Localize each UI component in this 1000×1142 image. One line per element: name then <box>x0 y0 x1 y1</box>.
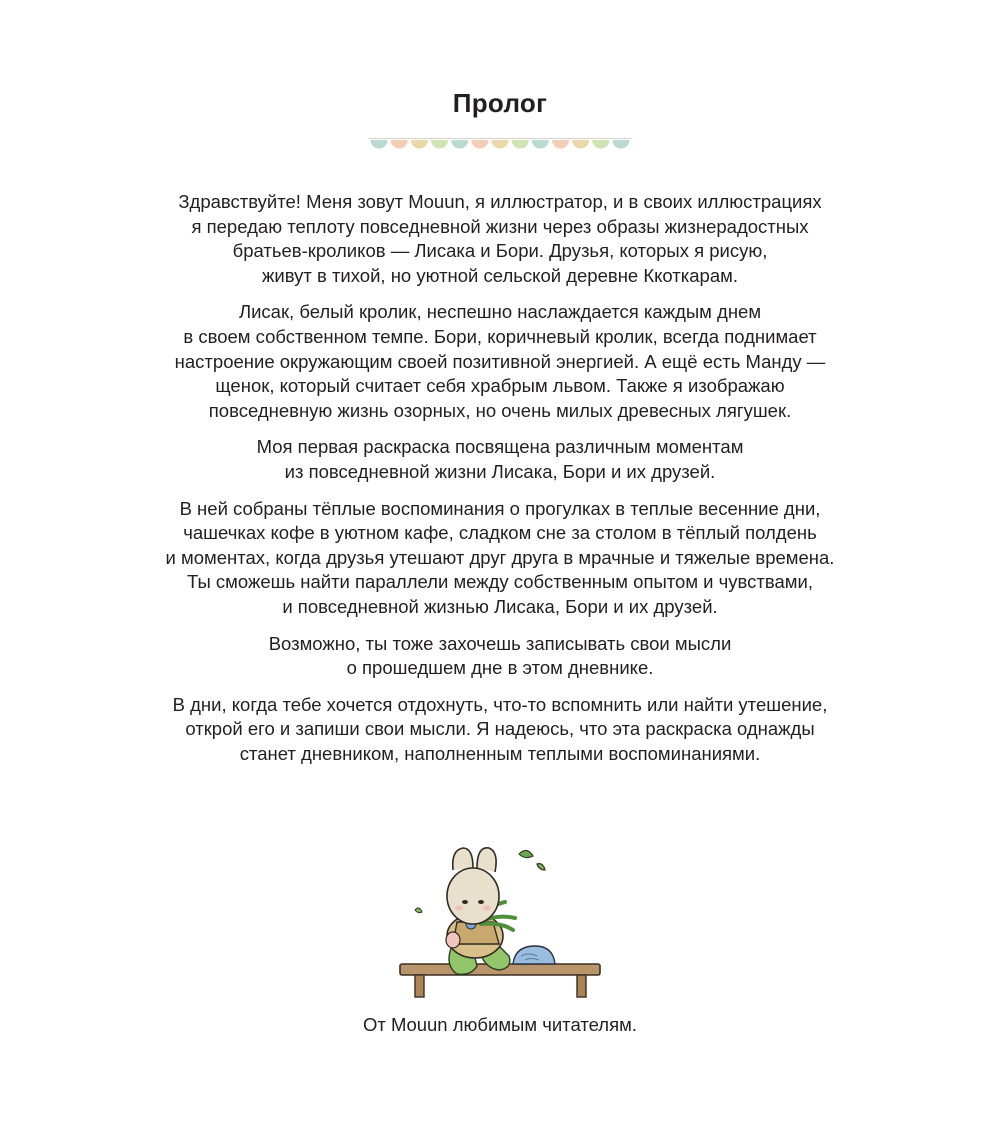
scallop <box>572 140 589 149</box>
text-line: станет дневником, наполненным теплыми воспоминаниями. <box>239 742 761 764</box>
text-line: я передаю теплоту повседневной жизни через образы жизнерадостных <box>191 215 809 237</box>
scallop <box>431 140 448 149</box>
paragraph <box>100 632 900 681</box>
bunny-blush <box>455 906 463 911</box>
scallop <box>552 140 569 149</box>
scallop <box>411 140 428 149</box>
scallop <box>451 140 468 149</box>
text-line: из повседневной жизни Лисака, Бори и их друзей. <box>284 460 716 482</box>
text-line: чашечках кофе в уютном кафе, сладком сне за столом в тёплый полдень <box>183 522 817 544</box>
paragraph <box>100 190 900 288</box>
text-line: братьев-кроликов — Лисака и Бори. Друзья, которых я рисую, <box>232 240 768 262</box>
bunny-on-bench-illustration <box>395 840 605 1005</box>
text-line: в своем собственном темпе. Бори, коричневый кролик, всегда поднимает <box>183 325 817 347</box>
text-line: Лисак, белый кролик, неспешно наслаждается каждым днем <box>238 301 762 323</box>
text-line: настроение окружающим своей позитивной энергией. А ещё есть Манду — <box>174 350 826 372</box>
scallop <box>612 140 629 149</box>
paragraph <box>100 497 900 620</box>
text-line: В дни, когда тебе хочется отдохнуть, что-то вспомнить или найти утешение, <box>172 693 828 715</box>
text-line: живут в тихой, но уютной сельской деревне Ккоткарам. <box>262 264 738 286</box>
ornament-scallops <box>371 140 630 149</box>
scallop <box>532 140 549 149</box>
paragraph <box>100 300 900 423</box>
leaf-icon <box>537 864 545 870</box>
text-line: Моя первая раскраска посвящена различным моментам <box>256 436 744 458</box>
text-line: В ней собраны тёплые воспоминания о прогулках в теплые весенние дни, <box>179 497 821 519</box>
scallop-ornament <box>369 137 631 153</box>
leaf-icon <box>415 908 422 913</box>
scallop <box>512 140 529 149</box>
text-line: открой его и запиши свои мысли. Я надеюсь, что эта раскраска однажды <box>185 718 815 740</box>
paragraph <box>100 693 900 767</box>
bunny-head <box>447 868 499 924</box>
scallop <box>592 140 609 149</box>
scallop <box>371 140 388 149</box>
bunny-hand <box>446 932 460 948</box>
text-line: и повседневной жизнью Лисака, Бори и их друзей. <box>282 595 718 617</box>
text-line: Здравствуйте! Меня зовут Mouun, я иллюстратор, и в своих иллюстрациях <box>178 191 822 212</box>
text-line: Возможно, ты тоже захочешь записывать свои мысли <box>268 632 732 654</box>
scallop <box>491 140 508 149</box>
bunny-blush <box>483 906 491 911</box>
text-line: повседневную жизнь озорных, но очень милых древесных лягушек. <box>208 399 792 421</box>
prologue-text <box>100 190 900 778</box>
scallop <box>391 140 408 149</box>
signature: От Mouun любимым читателям. <box>363 1014 637 1035</box>
scallop <box>471 140 488 149</box>
bench-leg <box>415 975 424 997</box>
bunny-eye <box>462 900 468 904</box>
leaf-icon <box>519 850 533 857</box>
text-line: и моментах, когда друзья утешают друг друга в мрачные и тяжелые времена. <box>165 546 835 568</box>
page-title: Пролог <box>452 88 548 118</box>
text-line: о прошедшем дне в этом дневнике. <box>346 657 654 679</box>
paragraph <box>100 435 900 484</box>
bench-leg <box>577 975 586 997</box>
text-line: щенок, который считает себя храбрым львом. Также я изображаю <box>215 375 785 397</box>
bunny-eye <box>478 900 484 904</box>
text-line: Ты сможешь найти параллели между собственным опытом и чувствами, <box>186 571 813 593</box>
